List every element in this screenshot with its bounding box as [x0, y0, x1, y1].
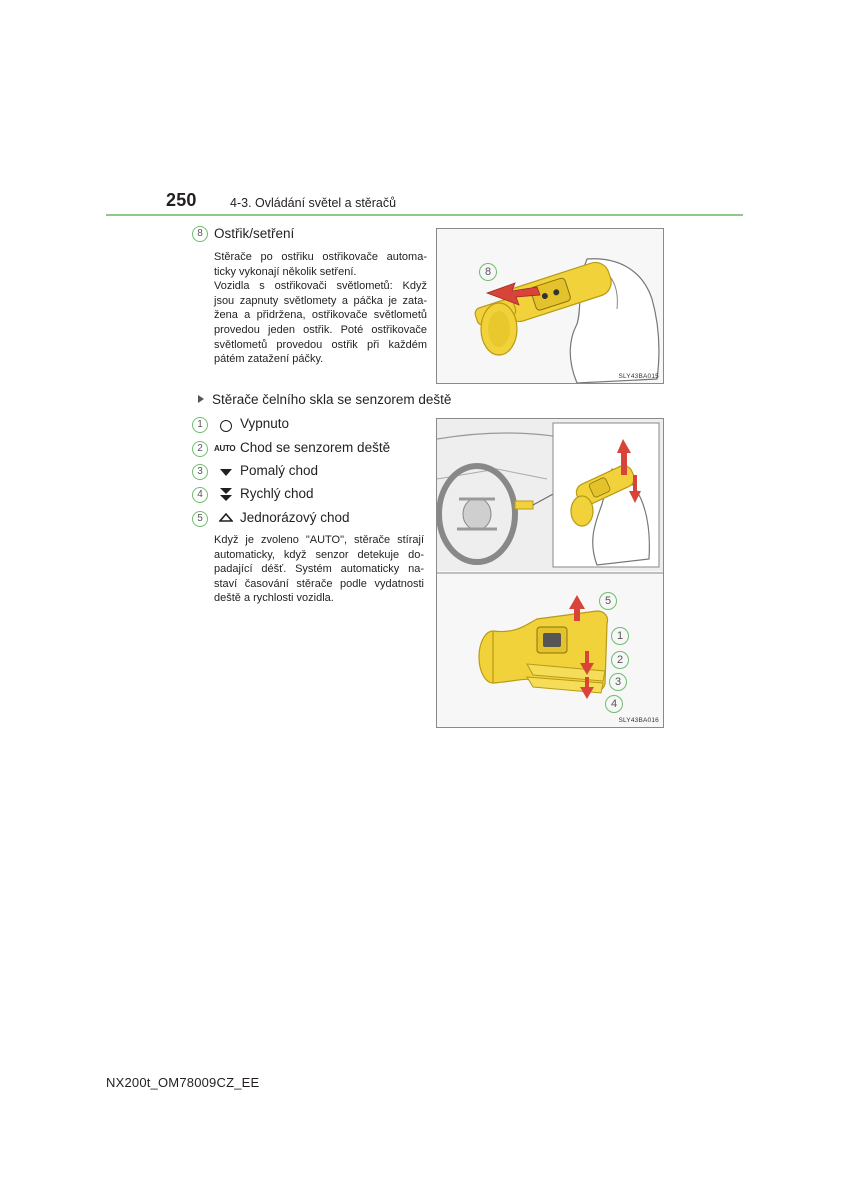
- mode-number-4: 4: [192, 487, 208, 503]
- section-title: 4-3. Ovládání světel a stěračů: [230, 196, 397, 210]
- subsection-label: Stěrače čelního skla se senzorem deště: [212, 392, 452, 407]
- figure-callout-4: 4: [605, 695, 623, 713]
- header-rule: [106, 214, 743, 216]
- mode-number-1: 1: [192, 417, 208, 433]
- figure-code: SLY43BA016: [618, 717, 659, 724]
- single-triangle-down-icon: [219, 467, 233, 477]
- figure-washer-lever: [436, 228, 664, 384]
- subsection-bullet: [198, 392, 451, 407]
- text-line: automaticky, když senzor detekuje do-: [214, 548, 424, 561]
- text-line: provedou jeden ostřik. Poté ostřikovače: [214, 323, 427, 336]
- mode-label-fast: Rychlý chod: [240, 486, 314, 501]
- auto-text-icon: AUTO: [214, 444, 236, 453]
- figure-callout-3: 3: [609, 673, 627, 691]
- off-circle-icon: [220, 420, 232, 432]
- figure-callout-1: 1: [611, 627, 629, 645]
- text-line: deště a rychlosti vozidla.: [214, 592, 334, 605]
- figure-wiper-lever: [436, 418, 664, 728]
- text-line: staví časování stěrače podle vydatnosti: [214, 577, 424, 590]
- mode-label-off: Vypnuto: [240, 416, 290, 431]
- triangle-bullet-icon: [198, 395, 204, 403]
- text-line: světlometů provedou ostřik při každém: [214, 338, 427, 351]
- mode-number-2: 2: [192, 441, 208, 457]
- mode-number-5: 5: [192, 511, 208, 527]
- text-line: jsou zapnuty světlomety a páčka je zata-: [214, 294, 427, 307]
- item-title-washer: Ostřik/setření: [214, 226, 295, 241]
- triangle-up-icon: [219, 513, 233, 523]
- page-number: 250: [166, 190, 197, 210]
- figure-callout-5: 5: [599, 592, 617, 610]
- text-line: pátém zatažení páčky.: [214, 353, 324, 366]
- text-line: ticky vykonají několik setření.: [214, 265, 357, 278]
- washer-description: [214, 250, 427, 367]
- mode-label-auto: Chod se senzorem deště: [240, 440, 391, 455]
- double-triangle-down-icon: [219, 487, 233, 503]
- figure-callout-8: 8: [479, 263, 497, 281]
- item-number-8: 8: [192, 226, 208, 242]
- text-line: padající déšť. Systém automaticky na-: [214, 563, 424, 576]
- text-line: Stěrače po ostřiku ostřikovače automa-: [214, 251, 427, 263]
- figure-callout-2: 2: [611, 651, 629, 669]
- footer-model-code: NX200t_OM78009CZ_EE: [106, 1075, 260, 1090]
- text-line: žena a přidržena, ostřikovače světlometů: [214, 309, 427, 322]
- mode-number-3: 3: [192, 464, 208, 480]
- mode-label-once: Jednorázový chod: [240, 510, 350, 525]
- figure-code: SLY43BA015: [618, 373, 659, 380]
- text-line: Vozidla s ostřikovači světlometů: Když: [214, 280, 427, 293]
- text-line: Když je zvoleno "AUTO", stěrače stírají: [214, 534, 424, 546]
- mode-label-slow: Pomalý chod: [240, 463, 319, 478]
- auto-description: [214, 533, 424, 606]
